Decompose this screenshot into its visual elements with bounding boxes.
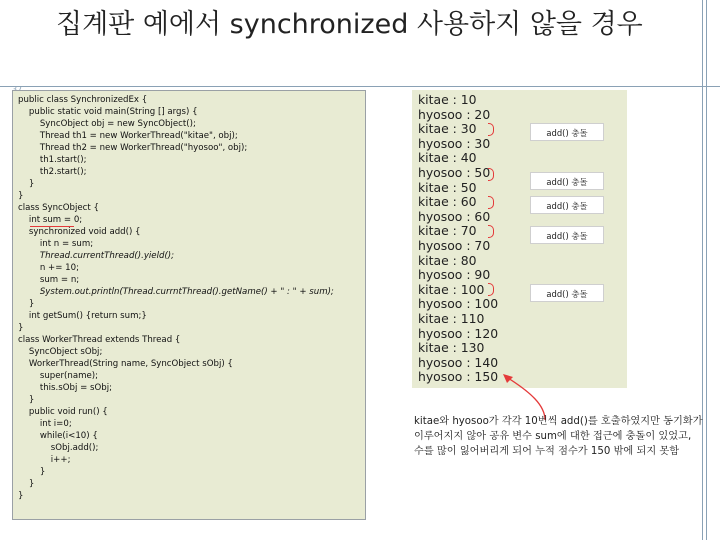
output-line: kitae : 100 (418, 281, 485, 297)
code-line: } (18, 299, 35, 309)
output-line: kitae : 50 (418, 179, 477, 195)
output-line: hyosoo : 20 (418, 106, 491, 122)
output-line: kitae : 130 (418, 340, 485, 356)
code-line: Thread th1 = new WorkerThread("kitae", obj); (18, 131, 238, 141)
code-line: int getSum() {return sum;} (18, 311, 147, 321)
output-line: hyosoo : 30 (418, 135, 491, 151)
code-line: SyncObject sObj; (18, 347, 103, 357)
code-line: } (18, 323, 24, 333)
title-rule (0, 86, 720, 87)
code-line: int sum = 0; (18, 215, 83, 225)
code-line: this.sObj = sObj; (18, 383, 112, 393)
code-line: class SyncObject { (18, 203, 99, 213)
output-line: hyosoo : 150 (418, 369, 499, 385)
output-line: kitae : 10 (418, 92, 477, 107)
output-line: hyosoo : 50 (418, 165, 491, 180)
code-line: SyncObject obj = new SyncObject(); (18, 119, 196, 129)
output-line: hyosoo : 120 (418, 325, 499, 341)
code-line: i++; (18, 455, 71, 465)
code-line: sum = n; (18, 275, 80, 285)
code-line: int i=0; (18, 419, 72, 429)
code-line: } (18, 479, 35, 489)
code-line: } (18, 179, 35, 189)
conflict-label: add() 충돌 (530, 123, 604, 141)
code-line: } (18, 395, 35, 405)
output-line: kitae : 80 (418, 252, 477, 268)
output-line: kitae : 110 (418, 311, 485, 326)
output-line: kitae : 60 (418, 194, 477, 210)
code-line: th1.start(); (18, 155, 87, 165)
output-line: hyosoo : 100 (418, 296, 499, 312)
code-line: th2.start(); (18, 167, 87, 177)
output-line: hyosoo : 90 (418, 267, 491, 283)
decorative-right-rule-2 (706, 0, 707, 540)
decorative-right-rule (702, 0, 703, 540)
code-line: class WorkerThread extends Thread { (18, 335, 181, 345)
code-line: synchronized void add() { (18, 227, 141, 237)
output-line: kitae : 40 (418, 150, 477, 166)
code-line: while(i<10) { (18, 431, 98, 441)
code-line: WorkerThread(String name, SyncObject sObj) { (18, 359, 233, 369)
code-line: n += 10; (18, 263, 79, 273)
code-line: sObj.add(); (18, 443, 99, 453)
output-line: hyosoo : 70 (418, 238, 491, 253)
code-line: super(name); (18, 371, 99, 381)
conflict-label: add() 충돌 (530, 172, 604, 190)
output-line: hyosoo : 140 (418, 354, 499, 370)
conflict-label: add() 충돌 (530, 196, 604, 214)
code-line: System.out.println(Thread.currntThread().getName() + " : " + sum); (18, 287, 334, 297)
strikethrough-mark (30, 226, 74, 227)
code-line: Thread.currentThread().yield(); (18, 251, 175, 261)
explanation-note: kitae와 hyosoo가 각각 10번씩 add()를 호출하였지만 동기화가 이루어지지 않아 공유 변수 sum에 대한 접근에 충돌이 있었고, 수를 많이 잃어버리게 되어 누적 점수가 150 밖에 되지 못함 (414, 416, 703, 457)
code-line: } (18, 467, 46, 477)
code-line: public class SynchronizedEx { (18, 95, 148, 105)
output-line: hyosoo : 60 (418, 208, 491, 224)
conflict-label: add() 충돌 (530, 284, 604, 302)
code-line: Thread th2 = new WorkerThread("hyosoo", obj); (18, 143, 248, 153)
conflict-label: add() 충돌 (530, 226, 604, 244)
code-line: int n = sum; (18, 239, 94, 249)
code-line: } (18, 191, 24, 201)
slide-title: 집계판 예에서 synchronized 사용하지 않을 경우 (56, 9, 643, 40)
output-line: kitae : 70 (418, 223, 477, 239)
output-line: kitae : 30 (418, 121, 477, 137)
code-line: public void run() { (18, 407, 108, 417)
code-line: } (18, 491, 24, 501)
code-line: public static void main(String [] args) { (18, 107, 198, 117)
